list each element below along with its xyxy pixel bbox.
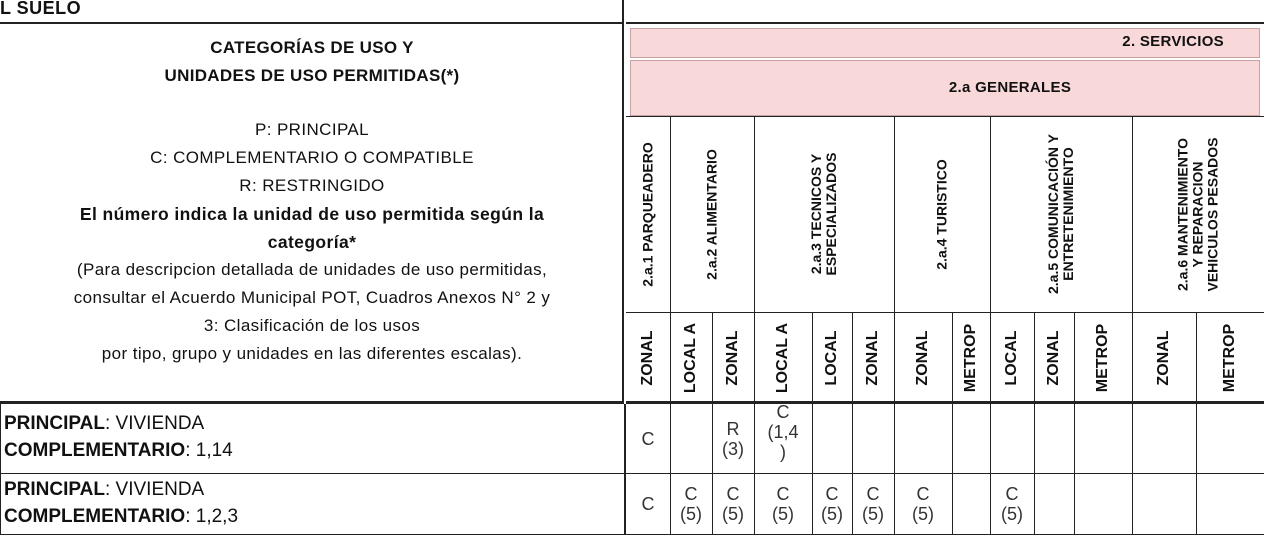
scale-header-5: LOCAL	[823, 330, 840, 386]
scale-header-9: LOCAL	[1003, 330, 1020, 386]
scale-header-4: LOCAL A	[774, 322, 791, 394]
group-header-6-line-3: VEHICULOS PESADOS	[1204, 136, 1221, 292]
scale-header-11: METROP	[1094, 323, 1111, 393]
scale-divider-line	[1196, 312, 1197, 535]
scale-header-1: ZONAL	[639, 330, 656, 386]
group-header-4-line-1: 2.a.4 TURISTICO	[933, 158, 950, 270]
scale-header-3: ZONAL	[724, 330, 741, 386]
table-left-line	[0, 404, 1, 535]
group-header-6-line-2: Y REPARACION	[1189, 160, 1206, 268]
cell-r2-c6: C (5)	[862, 484, 884, 524]
top-right-header-cell	[626, 0, 1264, 24]
cell-r1-c4: C (1,4 )	[767, 402, 799, 462]
group-header-2	[705, 120, 720, 308]
legend	[0, 116, 624, 368]
row-1-principal-label: PRINCIPAL	[4, 413, 105, 434]
scale-header-8: METROP	[962, 323, 979, 393]
scale-header-12: ZONAL	[1155, 330, 1172, 386]
label-column-divider	[624, 404, 626, 535]
legend-desc-line4: por tipo, grupo y unidades en las diferentes escalas).	[101, 344, 523, 363]
row-2-principal-label: PRINCIPAL	[4, 479, 105, 500]
cell-r2-c9: C (5)	[1001, 484, 1023, 524]
group-header-1-line-1: 2.a.1 PARQUEADERO	[639, 141, 656, 287]
cell-r2-c2: C (5)	[680, 484, 702, 524]
scale-top-line	[626, 312, 1264, 313]
categories-header-cell	[0, 24, 624, 404]
legend-note-line1: El número indica la unidad de uso permitida según la	[79, 204, 545, 224]
group-header-1	[641, 120, 656, 308]
group-header-5-line-1: 2.a.5 COMUNICACIÓN Y	[1045, 134, 1061, 294]
group-header-6	[1176, 120, 1221, 308]
servicios-title: 2. SERVICIOS	[1122, 33, 1224, 50]
row-1-principal-value: : VIVIENDA	[104, 413, 205, 434]
categories-title-line2: UNIDADES DE USO PERMITIDAS(*)	[164, 66, 460, 85]
legend-desc-line1: (Para descripcion detallada de unidades de uso permitidas,	[76, 260, 548, 279]
group-divider-line	[990, 116, 991, 535]
scale-header-7: ZONAL	[914, 330, 931, 386]
legend-note-line2: categoría*	[267, 232, 357, 252]
row-2-complementario-value: : 1,2,3	[185, 506, 239, 527]
row-2-label	[4, 476, 238, 530]
group-divider-line	[894, 116, 895, 535]
group-divider-line	[1132, 116, 1133, 535]
legend-desc-line2: consultar el Acuerdo Municipal POT, Cuadros Anexos N° 2 y	[73, 288, 551, 307]
row-1-complementario-value: : 1,14	[185, 440, 233, 461]
cell-r2-c5: C (5)	[821, 484, 843, 524]
cell-r1-c3: R (3)	[722, 418, 744, 459]
cell-r2-c1: C	[641, 494, 655, 514]
group-header-3	[809, 120, 839, 308]
scale-header-13: METROP	[1221, 323, 1238, 393]
group-header-3-line-1: 2.a.3 TECNICOS Y	[808, 153, 824, 275]
group-top-line	[626, 116, 1264, 117]
row-2-principal-value: : VIVIENDA	[104, 479, 205, 500]
top-left-header-cell	[0, 0, 624, 24]
generales-title: 2.a GENERALES	[948, 79, 1072, 96]
cell-r2-c7: C (5)	[912, 484, 934, 524]
categories-title	[0, 34, 624, 90]
scale-header-10: ZONAL	[1045, 330, 1062, 386]
legend-restringido: R: RESTRINGIDO	[239, 176, 385, 195]
group-divider-line	[754, 116, 755, 535]
row-2-complementario-label: COMPLEMENTARIO	[4, 506, 186, 527]
legend-principal: P: PRINCIPAL	[254, 120, 370, 139]
group-divider-line	[670, 116, 671, 535]
group-header-5	[1046, 120, 1076, 308]
scale-divider-line	[952, 312, 953, 535]
categories-title-line1: CATEGORÍAS DE USO Y	[210, 38, 414, 57]
section-title: L SUELO	[0, 0, 82, 18]
group-header-5-line-2: ENTRETENIMIENTO	[1060, 147, 1076, 281]
legend-complementario: C: COMPLEMENTARIO O COMPATIBLE	[150, 148, 474, 167]
group-header-6-line-1: 2.a.6 MANTENIMIENTO	[1174, 137, 1191, 291]
scale-divider-line	[1074, 312, 1075, 535]
row-1-label	[4, 410, 233, 464]
cell-r2-c4: C (5)	[772, 484, 794, 524]
cell-r1-c1: C	[641, 428, 655, 449]
group-header-4	[935, 120, 950, 308]
row-1-complementario-label: COMPLEMENTARIO	[4, 440, 186, 461]
group-header-3-line-2: ESPECIALIZADOS	[823, 152, 839, 276]
scale-header-6: ZONAL	[864, 330, 881, 386]
legend-desc-line3: 3: Clasificación de los usos	[203, 316, 421, 335]
scale-header-2: LOCAL A	[682, 322, 699, 394]
group-header-2-line-1: 2.a.2 ALIMENTARIO	[703, 148, 720, 280]
scale-divider-line	[1034, 312, 1035, 535]
cell-r2-c3: C (5)	[722, 484, 744, 524]
